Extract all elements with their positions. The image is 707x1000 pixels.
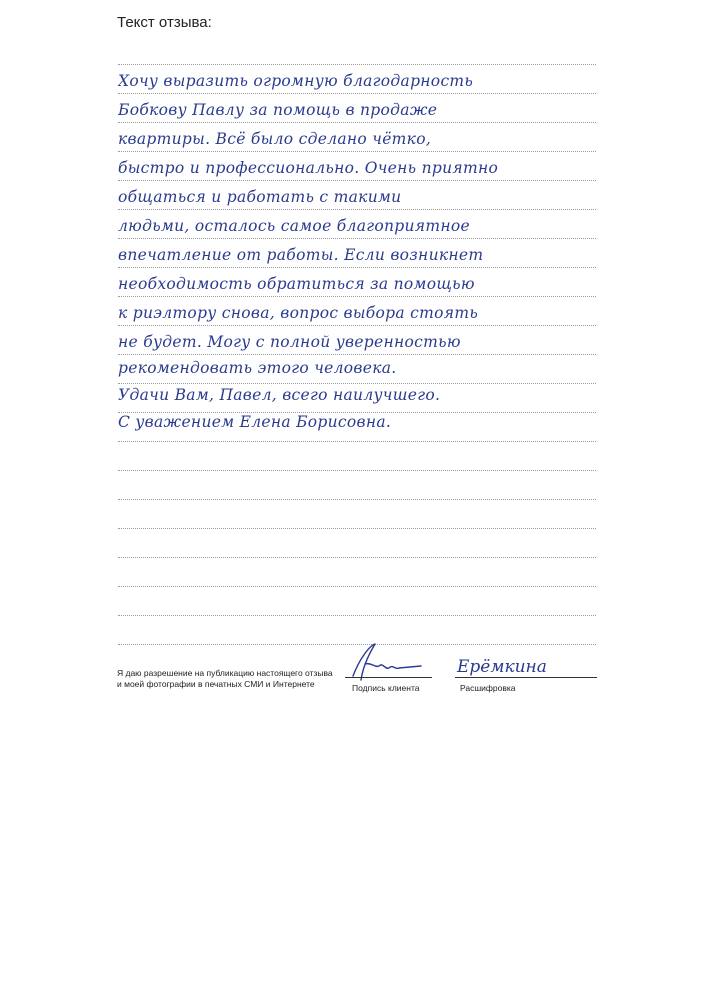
client-signature [345,640,425,685]
signature-label: Подпись клиента [352,683,420,693]
dotted-line [118,93,596,94]
dotted-line [118,238,596,239]
review-line: к риэлтору снова, вопрос выбора стоять [118,304,479,322]
review-line: С уважением Елена Борисовна. [118,413,392,431]
review-line: людьми, осталось самое благоприятное [118,217,470,235]
dotted-line [118,441,596,442]
review-line: Удачи Вам, Павел, всего наилучшего. [118,386,441,404]
decipher-line [455,677,597,678]
dotted-line [118,383,596,384]
dotted-line [118,296,596,297]
dotted-line [118,615,596,616]
consent-text [117,668,333,690]
dotted-line [118,267,596,268]
dotted-line [118,180,596,181]
dotted-line [118,122,596,123]
dotted-line [118,499,596,500]
form-title: Текст отзыва: [117,14,212,31]
dotted-line [118,151,596,152]
dotted-line [118,209,596,210]
dotted-line [118,325,596,326]
decipher-value: Ерёмкина [457,657,547,677]
signature-line [345,677,432,678]
dotted-line [118,557,596,558]
review-line: Хочу выразить огромную благодарность [118,72,474,90]
decipher-handwriting [455,650,570,680]
review-line: квартиры. Всё было сделано чётко, [118,130,432,148]
consent-line: и моей фотографии в печатных СМИ и Интернете [117,679,315,689]
dotted-line [118,64,596,65]
decipher-label: Расшифровка [460,683,516,693]
review-line: необходимость обратиться за помощью [118,275,475,293]
ruled-lines [118,0,596,660]
dotted-line [118,354,596,355]
review-line: быстро и профессионально. Очень приятно [118,159,499,177]
review-line: не будет. Могу с полной уверенностью [118,333,461,351]
review-line: общаться и работать с такими [118,188,402,206]
review-line: впечатление от работы. Если возникнет [118,246,484,264]
consent-line: Я даю разрешение на публикацию настоящего отзыва [117,668,333,678]
dotted-line [118,470,596,471]
dotted-line [118,586,596,587]
dotted-line [118,528,596,529]
review-line: рекомендовать этого человека. [118,359,397,377]
review-line: Бобкову Павлу за помощь в продаже [118,101,438,119]
